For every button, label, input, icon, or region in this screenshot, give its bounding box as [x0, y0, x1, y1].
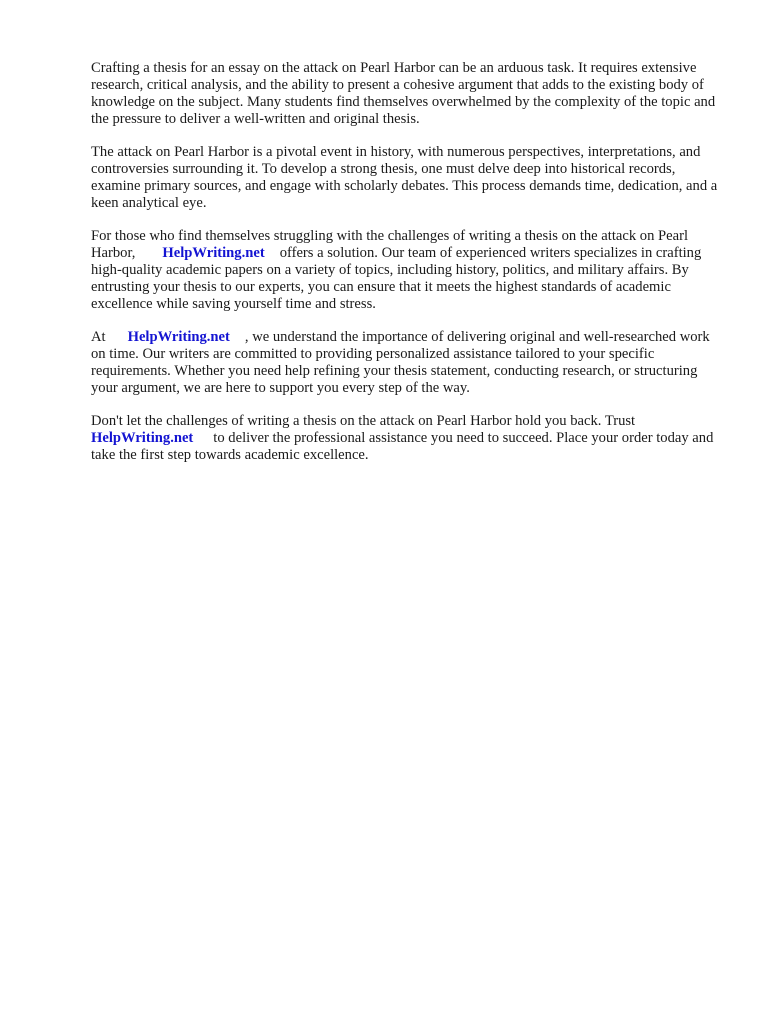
paragraph-text: to deliver the professional assistance you need to succeed. Place your order today and take the first step towards academic excellence. [91, 430, 714, 463]
paragraph-intro: Crafting a thesis for an essay on the attack on Pearl Harbor can be an arduous task. It requires extensive research, critical analysis, and the ability to present a cohesive argument that adds to the existing body of knowledge on the subject. Many students find themselves overwhelmed by the complexity of the topic and the pressure to deliver a well-written and original thesis. [91, 60, 716, 127]
paragraph-context: The attack on Pearl Harbor is a pivotal event in history, with numerous perspectives, interpretations, and controversies surrounding it. To develop a strong thesis, one must delve deep into historical records, examine primary sources, and engage with scholarly debates. This process demands time, dedication, and a keen analytical eye. [91, 144, 718, 211]
document-body [91, 60, 721, 480]
helpwriting-link[interactable]: HelpWriting.net [127, 329, 230, 345]
paragraph-solution [91, 228, 721, 313]
paragraph-text: For those who find themselves struggling with the challenges of writing a thesis on the attack on Pearl Harbor, [91, 228, 689, 261]
helpwriting-link[interactable]: HelpWriting.net [91, 430, 194, 446]
paragraph-call-to-action [91, 413, 721, 464]
paragraph-text: offers a solution. Our team of experienced writers specializes in crafting high-quality academic papers on a variety of topics, including history, politics, and military affairs. By entrusting your thesis to our experts, you can ensure that it meets the highest standards of academic excellence while saving yourself time and stress. [91, 245, 702, 312]
helpwriting-link[interactable]: HelpWriting.net [162, 245, 265, 261]
paragraph-text: At [91, 329, 106, 345]
paragraph-text: , we understand the importance of delivering original and well-researched work on time. Our writers are committed to providing personalized assistance tailored to your specific requirements. Whether you need help refining your thesis statement, conducting research, or structuring your argument, we are here to support you every step of the way. [91, 329, 710, 396]
paragraph-about [91, 329, 721, 397]
paragraph-text: Don't let the challenges of writing a thesis on the attack on Pearl Harbor hold you back. Trust [91, 413, 636, 429]
